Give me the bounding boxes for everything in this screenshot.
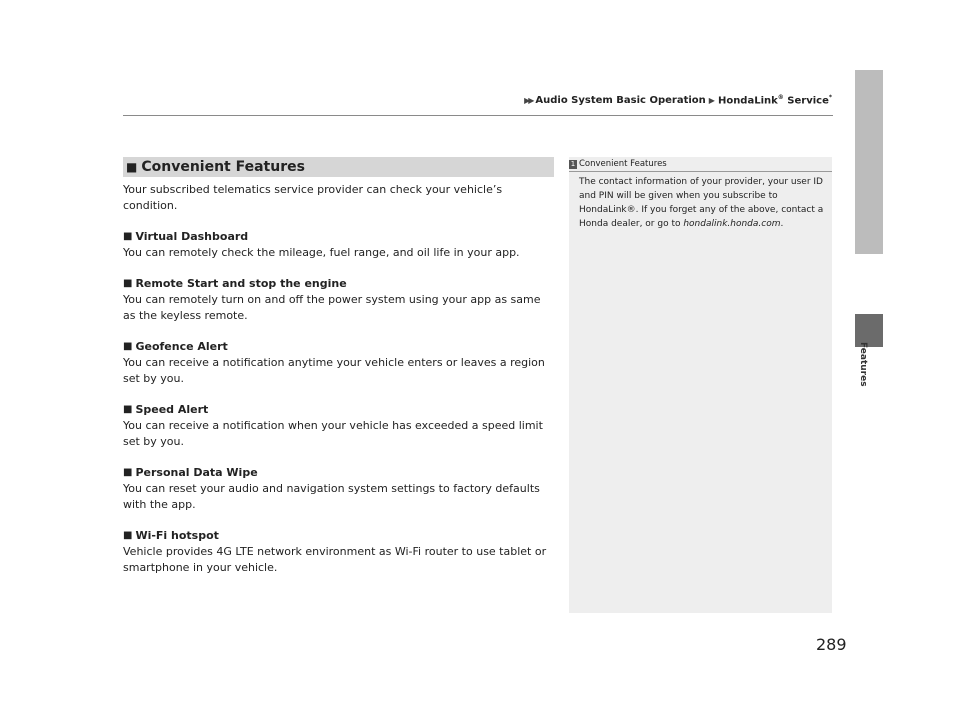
square-bullet-icon: ■ (123, 467, 133, 478)
feature-title: Geofence Alert (135, 340, 228, 353)
feature-body: You can receive a notification anytime your vehicle enters or leaves a region set by you. (123, 356, 545, 385)
side-tab-decoration (855, 70, 883, 254)
square-bullet-icon: ■ (123, 278, 133, 289)
sidebar-note (569, 157, 832, 613)
feature-item (123, 276, 555, 324)
breadcrumb-item-hondalink[interactable]: HondaLink® Service* (717, 94, 832, 107)
section-title: Convenient Features (141, 159, 305, 175)
hondalink-url-link[interactable]: hondalink.honda.com (683, 219, 781, 229)
feature-title: Virtual Dashboard (135, 230, 249, 243)
feature-body: Vehicle provides 4G LTE network environment as Wi-Fi router to use tablet or smartphone in your vehicle. (123, 545, 547, 574)
section-intro: Your subscribed telematics service provider can check your vehicle’s condition. (123, 183, 503, 212)
sidebar-body (569, 172, 832, 231)
feature-title: Wi-Fi hotspot (135, 529, 219, 542)
feature-item (123, 229, 555, 261)
breadcrumb-arrow-icon: ▶▶ (524, 95, 533, 105)
sidebar-heading-text: Convenient Features (579, 159, 667, 169)
feature-body: You can remotely check the mileage, fuel range, and oil life in your app. (123, 246, 520, 259)
side-tab-label: Features (858, 342, 868, 387)
square-bullet-icon: ■ (123, 231, 133, 242)
feature-item (123, 528, 555, 576)
feature-item (123, 402, 555, 450)
note-number-icon: 1 (570, 159, 576, 168)
feature-body: You can remotely turn on and off the power system using your app as same as the keyless remote. (123, 293, 541, 322)
feature-item (123, 465, 555, 513)
feature-title: Remote Start and stop the engine (135, 277, 347, 290)
feature-body: You can reset your audio and navigation system settings to factory defaults with the app. (123, 482, 540, 511)
sidebar-body-suffix: . (780, 219, 784, 229)
sidebar-body-text: The contact information of your provider, your user ID and PIN will be given when you subscribe to HondaLink®. If you forget any of the above, contact a Honda dealer, or go to (579, 177, 824, 229)
top-divider (123, 115, 833, 116)
page-number: 289 (816, 635, 847, 654)
feature-item (123, 339, 555, 387)
square-bullet-icon: ■ (123, 530, 133, 541)
breadcrumb-item-audio-system[interactable]: Audio System Basic Operation (535, 94, 706, 106)
breadcrumb-arrow-icon: ▶ (708, 95, 715, 105)
feature-title: Personal Data Wipe (135, 466, 258, 479)
section-bullet-icon: ■ (126, 160, 138, 174)
sidebar-heading (569, 157, 832, 172)
section-content (123, 182, 555, 591)
square-bullet-icon: ■ (123, 341, 133, 352)
feature-title: Speed Alert (135, 403, 209, 416)
feature-body: You can receive a notification when your vehicle has exceeded a speed limit set by you. (123, 419, 543, 448)
section-header (123, 157, 554, 177)
breadcrumb (524, 94, 832, 106)
square-bullet-icon: ■ (123, 404, 133, 415)
